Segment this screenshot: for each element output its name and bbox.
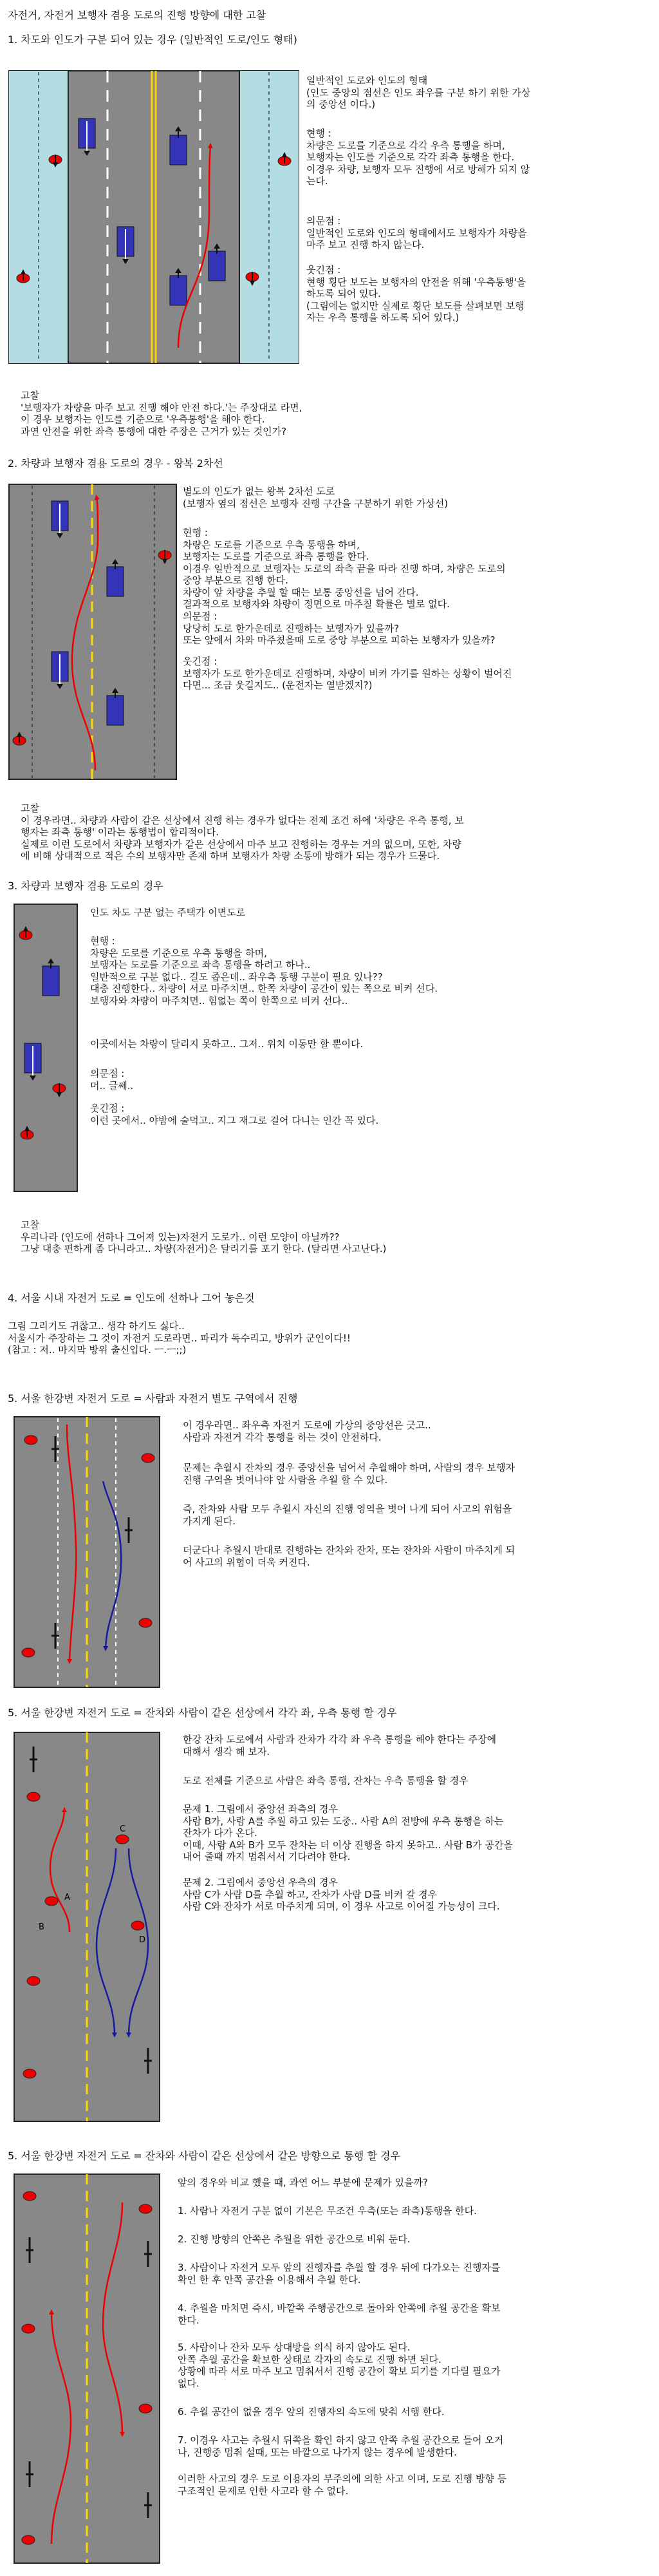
section-5c-p8: 7. 이경우 사고는 추월시 뒤쪽을 확인 하지 않고 안쪽 추월 공간으로 들어 오거 나, 진행중 멈춰 설때, 또는 바깥으로 나가지 않는 경우에 발생한다.: [178, 2434, 504, 2458]
section-1-question: 의문점 : 일반적인 도로와 인도의 형태에서도 보행자가 차량을 마주 보고 진행 하지 않는다.: [306, 215, 527, 251]
diagram-opposite-directions: [14, 1732, 160, 2121]
section-4-body: 그림 그리기도 귀찮고.. 생각 하기도 싫다.. 서울시가 주장하는 그 것이 자전거 도로라면.. 파리가 독수리고, 방위가 군인이다!! (참고 : 저.. 마지막 방위 출신입다. ㅡ.ㅡ;;): [8, 1320, 351, 1356]
section-2-desc: 별도의 인도가 없는 왕복 2차선 도로 (보행자 옆의 점선은 보행자 진행 구간을 구분하기 위한 가상선): [183, 486, 449, 509]
label-d: D: [139, 1935, 146, 1945]
section-2-question: 의문점 : 당당히 도로 한가운데로 진행하는 보행자가 있을까? 또는 앞에서 차와 마주쳤을때 도로 중앙 부분으로 피하는 보행자가 있을까?: [183, 611, 496, 646]
section-1-current: 현행 : 차량은 도로를 기준으로 각각 우측 통행을 하며, 보행자는 인도를 기준으로 각각 좌측 통행을 한다. 이경우 차량, 보행자 모두 진행에 서로 방해가 되지 않 는다.: [306, 128, 530, 187]
section-2-heading: 2. 차량과 보행자 겸용 도로의 경우 - 왕복 2차선: [8, 457, 223, 469]
section-5c-p9: 이러한 사고의 경우 도로 이용자의 부주의에 의한 사고 이며, 도로 진행 방향 등 구조적인 문제로 인한 사고라 할 수 없다.: [178, 2473, 507, 2497]
section-5b-p1: 한강 잔차 도로에서 사람과 잔차가 각각 좌 우측 통행을 해야 한다는 주장에 대해서 생각 해 보자.: [183, 1734, 497, 1757]
diagram-separate-zones: [14, 1417, 160, 1687]
section-3-joke: 웃긴점 : 이런 곳에서.. 야밤에 술먹고.. 지그 재그로 걸어 다니는 인간 꼭 있다.: [90, 1103, 379, 1126]
section-5c-heading: 5. 서울 한강변 자전거 도로 = 잔차와 사람이 같은 선상에서 같은 방향으로 통행 할 경우: [8, 2150, 400, 2162]
section-5a-p2: 문제는 추월시 잔차의 경우 중앙선을 넘어서 추월해야 하며, 사람의 경우 보행자 진행 구역을 벗어나야 앞 사람을 추월 할 수 있다.: [183, 1462, 515, 1486]
section-5b-p4: 문제 2. 그림에서 중앙선 우측의 경우 사람 C가 사람 D를 추월 하고, 잔차가 사람 D를 비켜 갈 경우 사람 C와 잔차가 서로 마주치게 되며, 이 경우 사고로 이어질 가능성이 크다.: [183, 1877, 500, 1912]
section-2-current: 현행 : 차량은 도로를 기준으로 우측 통행을 하며, 보행자는 도로를 기준으로 좌측 통행을 한다. 이경우 일반적으로 보행자는 도로의 좌측 끝을 따라 진행 하며, 차량은 도로의 중앙 부분으로 진행 한다. 차량이 앞 차량을 추월 할 때는 보통 중앙선을 넘어 간다. 결과적으로 보행자와 차량이 정면으로 마주칠 확률은 별로 없다.: [183, 527, 506, 610]
section-1-desc: 일반적인 도로와 인도의 형태 (인도 중앙의 점선은 인도 좌우를 구분 하기 위한 가상 의 중앙선 이다.): [306, 75, 531, 110]
section-5a-heading: 5. 서울 한강변 자전거 도로 = 사람과 자전거 별도 구역에서 진행: [8, 1392, 298, 1405]
section-5c-p5: 4. 추월을 마치면 즉시, 바깥쪽 주행공간으로 돌아와 안쪽에 추월 공간을 확보 한다.: [178, 2302, 501, 2326]
section-3-note: 이곳에서는 차량이 달리지 못하고.. 그저.. 위치 이동만 할 뿐이다.: [90, 1038, 364, 1050]
section-5a-p4: 더군다나 추월시 반대로 진행하는 잔차와 잔차, 또는 잔차와 사람이 마주치게 되 어 사고의 위험이 더욱 커진다.: [183, 1544, 515, 1568]
section-4-heading: 4. 서울 시내 자전거 도로 = 인도에 선하나 그어 놓은것: [8, 1292, 255, 1304]
section-3-question: 의문점 : 머.. 글쎄..: [90, 1068, 134, 1092]
section-5b-p3: 문제 1. 그림에서 중앙선 좌측의 경우 사람 B가, 사람 A를 추월 하고 있는 도중.. 사람 A의 전방에 우측 통행을 하는 잔차가 다가 온다. 이때, 사람 A와 B가 모두 잔차는 더 이상 진행을 하지 못하고.. 사람 B가 공간을 내어 줄때 까지 멈춰서서 기다려야 한다.: [183, 1803, 513, 1862]
section-1-conclusion: 고찰 '보행자가 차량을 마주 보고 진행 해야 안전 하다.'는 주장대로 라면, 이 경우 보행자는 인도를 기준으로 '우측통행'을 해야 한다. 과연 안전을 위한 좌측 통행에 대한 주장은 근거가 있는 것인가?: [21, 390, 302, 437]
section-2-joke: 웃긴점 : 보행자가 도로 한가운데로 진행하며, 차량이 비켜 가기를 원하는 상황이 벌어진 다면... 조금 웃길지도.. (운전자는 열받겠지?): [183, 656, 512, 691]
section-5c-p7: 6. 추월 공간이 없을 경우 앞의 진행자의 속도에 맞춰 서행 한다.: [178, 2406, 445, 2418]
section-5a-p3: 즉, 잔차와 사람 모두 추월시 자신의 진행 영역을 벗어 나게 되어 사고의 위험을 가지게 된다.: [183, 1503, 512, 1527]
label-b: B: [39, 1922, 44, 1932]
section-5c-p2: 1. 사람나 자전거 구분 없이 기본은 무조건 우측(또는 좌측)통행을 한다.: [178, 2205, 477, 2217]
section-3-conclusion: 고찰 우리나라 (인도에 선하나 그어져 있는)자전거 도로가.. 이런 모양이 아닐까?? 그냥 대충 편하게 좀 다니라고.. 차량(자전거)은 달리기를 포기 한다. (달리면 사고난다.): [21, 1219, 387, 1255]
label-a: A: [64, 1893, 70, 1902]
section-5b-heading: 5. 서울 한강변 자전거 도로 = 잔차와 사람이 같은 선상에서 각각 좌, 우측 통행 할 경우: [8, 1707, 397, 1719]
section-5c-p6: 5. 사람이나 잔차 모두 상대방을 의식 하지 않아도 된다. 안쪽 추월 공간을 확보한 상태로 각자의 속도로 진행 하면 된다. 상황에 따라 서로 마주 보고 멈춰서서 진행 공간이 확보 되기를 기다릴 필요가 없다.: [178, 2342, 501, 2389]
diagram-road-sidewalk: [9, 71, 299, 363]
section-5c-p4: 3. 사람이나 자전거 모두 앞의 진행자를 추월 할 경우 뒤에 다가오는 진행자를 확인 한 후 안쪽 공간을 이용해서 추월 한다.: [178, 2262, 501, 2286]
label-c: C: [120, 1824, 126, 1834]
section-3-heading: 3. 차량과 보행자 겸용 도로의 경우: [8, 880, 163, 892]
section-1-heading: 1. 차도와 인도가 구분 되어 있는 경우 (일반적인 도로/인도 형태): [8, 33, 297, 46]
section-3-current: 현행 : 차량은 도로를 기준으로 우측 통행을 하며, 보행자는 도로를 기준으로 좌측 통행을 하려고 하나.. 일반적으로 구분 없다.. 길도 좁은데.. 좌우측 통행 구분이 필요 있나?? 대충 진행한다.. 차량이 서로 마주치면.. 한쪽 차량이 공간이 있는 쪽으로 비켜 선다. 보행자와 차량이 마주치면.. 힘없는 쪽이 한쪽으로 비켜 선다..: [90, 935, 438, 1007]
section-5c-p1: 앞의 경우와 비교 했을 때, 과연 어느 부분에 문제가 있을까?: [178, 2177, 428, 2188]
section-1-joke: 웃긴점 : 현행 횡단 보도는 보행자의 안전을 위해 '우측통행'을 하도록 되어 있다. (그림에는 없지만 실제로 횡단 보도를 살펴보면 보행 자는 우측 통행을 하도록 되어 있다.): [306, 264, 526, 323]
diagram-same-direction: [14, 2174, 160, 2563]
section-5c-p3: 2. 진행 방향의 안쪽은 추월을 위한 공간으로 비워 둔다.: [178, 2233, 411, 2245]
section-5b-p2: 도로 전체를 기준으로 사람은 좌측 통행, 잔차는 우측 통행을 할 경우: [183, 1775, 469, 1786]
section-2-conclusion: 고찰 이 경우라면.. 차량과 사람이 같은 선상에서 진행 하는 경우가 없다는 전제 조건 하에 '차량은 우측 통행, 보 행자는 좌측 통행' 이라는 통행법이 합리적이다. 실제로 이런 도로에서 차량과 보행자가 같은 선상에서 마주 보고 진행하는 경우는 거의 없으며, 또한, 차량 에 비해 상대적으로 적은 수의 보행자만 존재 하며 보행자가 차량 소통에 방해가 되는 경우가 드물다.: [21, 802, 464, 862]
diagram-two-lane-shared: [9, 484, 176, 779]
page-title: 자전거, 자전거 보행자 겸용 도로의 진행 방향에 대한 고찰: [8, 9, 266, 21]
section-3-desc: 인도 차도 구분 없는 주택가 이면도로: [90, 907, 246, 918]
diagram-residential-alley: [14, 904, 77, 1191]
section-5a-p1: 이 경우라면.. 좌우측 자전거 도로에 가상의 중앙선은 긋고.. 사람과 자전거 각각 통행을 하는 것이 안전하다.: [183, 1419, 431, 1443]
